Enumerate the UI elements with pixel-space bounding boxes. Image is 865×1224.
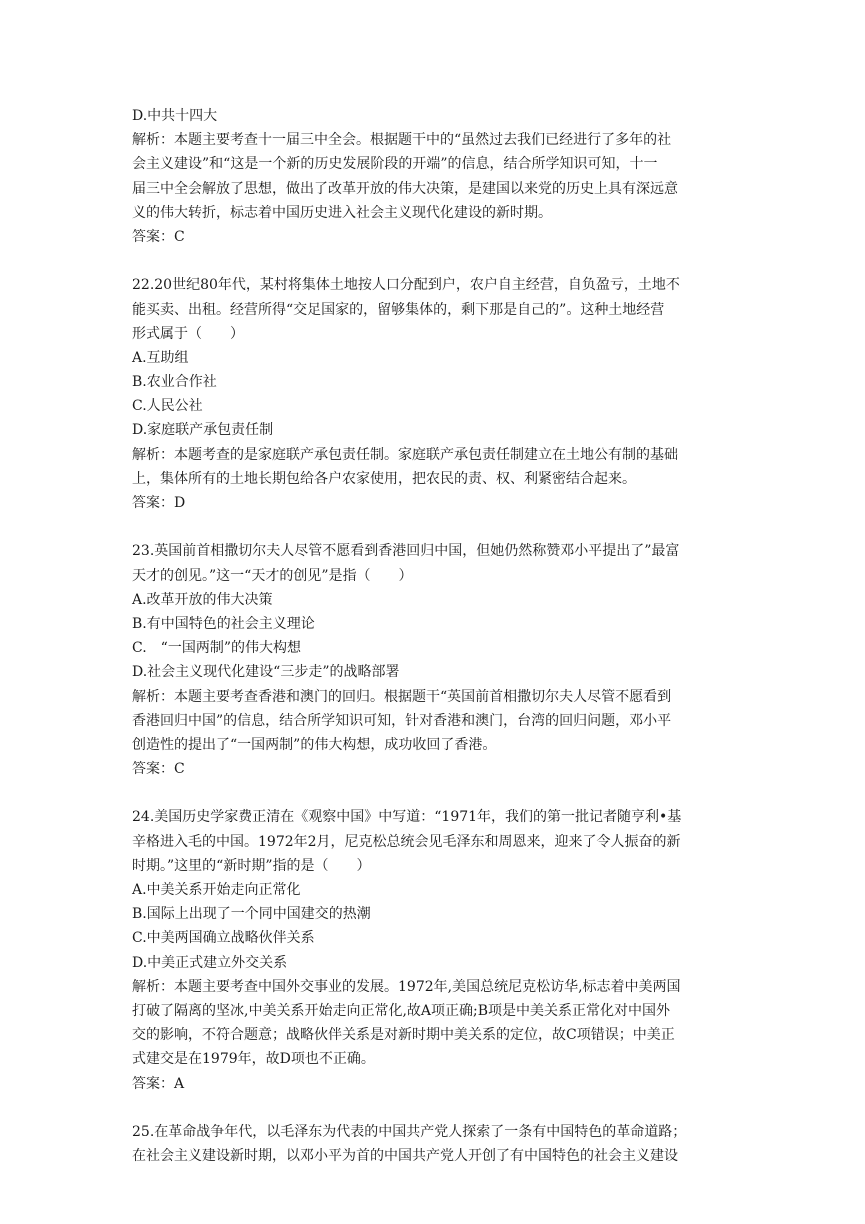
question-stem-line: 24.美国历史学家费正清在《观察中国》中写道：“1971年，我们的第一批记者随亨利•基: [132, 809, 682, 826]
option-d: D.中共十四大: [132, 108, 218, 124]
answer: 答案：D: [132, 495, 186, 511]
analysis-line: 解析：本题考查的是家庭联产承包责任制。家庭联产承包责任制建立在土地公有制的基础: [132, 446, 678, 463]
option-c: C. “一国两制”的伟大构想: [132, 640, 301, 657]
question-stem-line: 25.在革命战争年代，以毛泽东为代表的中国共产党人探索了一条有中国特色的革命道路；: [132, 1123, 687, 1140]
analysis-line: 解析：本题主要考查十一届三中全会。根据题干中的“虽然过去我们已经进行了多年的社: [132, 132, 672, 149]
analysis-line: 解析：本题主要考查香港和澳门的回归。根据题干“英国前首相撒切尔夫人尽管不愿看到: [132, 688, 672, 705]
spacer: [132, 781, 744, 805]
analysis-line: 解析：本题主要考查中国外交事业的发展。1972年,美国总统尼克松访华,标志着中美两国: [132, 978, 681, 995]
answer: 答案：C: [132, 761, 185, 778]
question-stem-line: 22.20世纪80年代，某村将集体土地按人口分配到户，农户自主经营，自负盈亏，土地不: [132, 277, 680, 294]
analysis-line: 创造性的提出了“一国两制”的伟大构想，成功收回了香港。: [132, 736, 497, 753]
option-a: A.互助组: [132, 349, 189, 366]
option-b: B.农业合作社: [132, 374, 217, 391]
spacer: [132, 1096, 744, 1120]
option-d: D.社会主义现代化建设“三步走”的战略部署: [132, 664, 400, 681]
question-25: [132, 1120, 744, 1168]
question-24: [132, 805, 744, 1095]
analysis-line: 式建交是在1979年，故D项也不正确。: [132, 1051, 375, 1068]
question-stem-line: 天才的创见。”这一“天才的创见”是指（ ）: [132, 567, 413, 584]
analysis-line: 交的影响，不符合题意；战略伙伴关系是对新时期中美关系的定位，故C项错误；中美正: [132, 1027, 675, 1044]
analysis-line: 上，集体所有的土地长期包给各户农家使用，把农民的责、权、利紧密结合起来。: [132, 470, 636, 487]
option-c: C.中美两国确立战略伙伴关系: [132, 930, 315, 947]
analysis-line: 义的伟大转折，标志着中国历史进入社会主义现代化建设的新时期。: [132, 204, 552, 221]
option-a: A.中美关系开始走向正常化: [132, 882, 301, 898]
answer: 答案：C: [132, 228, 185, 245]
answer: 答案：A: [132, 1075, 185, 1092]
analysis-line: 届三中全会解放了思想，做出了改革开放的伟大决策，是建国以来党的历史上具有深远意: [132, 180, 678, 197]
option-b: B.国际上出现了一个同中国建交的热潮: [132, 906, 371, 923]
spacer: [132, 515, 744, 539]
question-stem-line: 形式属于（ ）: [132, 325, 244, 342]
question-21: [132, 104, 744, 249]
analysis-line: 香港回归中国”的信息，结合所学知识可知，针对香港和澳门，台湾的回归问题，邓小平: [132, 712, 672, 729]
option-c: C.人民公社: [132, 398, 203, 415]
question-23: [132, 539, 744, 781]
option-d: D.家庭联产承包责任制: [132, 422, 274, 439]
question-stem-line: 能买卖、出租。经营所得“交足国家的，留够集体的，剩下那是自己的”。这种土地经营: [132, 301, 665, 318]
option-a: A.改革开放的伟大决策: [132, 591, 273, 608]
question-stem-line: 23.英国前首相撒切尔夫人尽管不愿看到香港回归中国，但她仍然称赞邓小平提出了”最富: [132, 543, 680, 560]
option-d: D.中美正式建立外交关系: [132, 954, 288, 971]
question-stem-line: 时期。”这里的“新时期”指的是（ ）: [132, 857, 371, 874]
question-stem-line: 在社会主义建设新时期，以邓小平为首的中国共产党人开创了有中国特色的社会主义建设: [132, 1148, 678, 1165]
analysis-line: 会主义建设”和“这是一个新的历史发展阶段的开端”的信息，结合所学知识可知，十一: [132, 156, 658, 173]
question-stem-line: 辛格进入毛的中国。1972年2月，尼克松总统会见毛泽东和周恩来，迎来了令人振奋的新: [132, 833, 681, 850]
spacer: [132, 249, 744, 273]
option-b: B.有中国特色的社会主义理论: [132, 615, 315, 632]
question-22: [132, 273, 744, 515]
document-page: [132, 104, 744, 1168]
analysis-line: 打破了隔离的坚冰,中美关系开始走向正常化,故A项正确;B项是中美关系正常化对中国外: [132, 1002, 671, 1019]
